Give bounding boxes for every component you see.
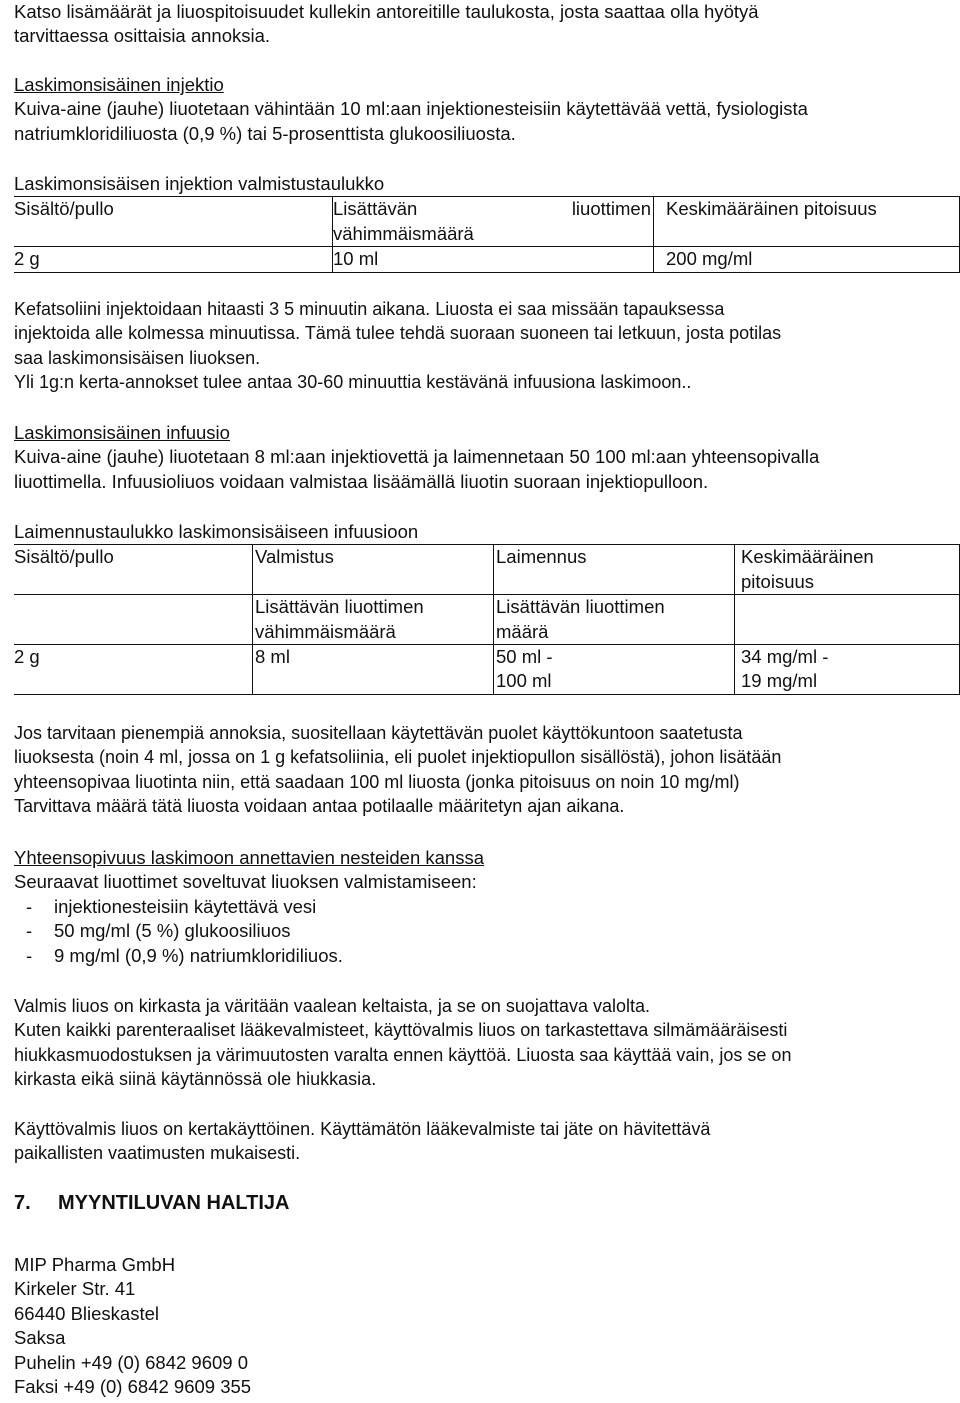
- appearance-paragraph: Valmis liuos on kirkasta ja väritään vaalean keltaista, ja se on suojattava valolta. Kuten kaikki parenteraaliset lääkevalmisteet, käyttövalmis liuos on tarkastettava silmämääräisesti hiukkasmuodostuksen ja värimuutosten varalta ennen käyttöä. Liuosta saa käyttää vain, jos se on kirkasta eikä siinä käytännössä ole hiukkasia.: [14, 996, 792, 1090]
- table-cell: 2 g: [14, 247, 333, 272]
- table-cell: 10 ml: [333, 247, 654, 272]
- section-heading: 7. MYYNTILUVAN HALTIJA: [14, 1192, 290, 1214]
- table-cell: 34 mg/ml - 19 mg/ml: [735, 645, 960, 695]
- disposal-paragraph: Käyttövalmis liuos on kertakäyttöinen. Käyttämätön lääkevalmiste tai jäte on hävitettävä paikallisten vaatimusten mukaisesti.: [14, 1119, 711, 1164]
- table-row: [14, 545, 960, 595]
- table-cell: Lisättävän liuottimen vähimmäismäärä: [253, 595, 494, 645]
- table-row: [14, 595, 960, 645]
- table-header-cell: Laimennus: [494, 545, 735, 595]
- table-row: [14, 645, 960, 695]
- infusion-section: Laskimonsisäinen infuusio Kuiva-aine (jauhe) liuotetaan 8 ml:aan injektiovettä ja laimennetaan 50 100 ml:aan yhteensopivalla liuottimella. Infuusioliuos voidaan valmistaa lisäämällä liuotin suoraan injektiopulloon.: [14, 421, 958, 494]
- compatibility-title: Yhteensopivuus laskimoon annettavien nesteiden kanssa: [14, 847, 485, 868]
- smaller-doses-paragraph: Jos tarvitaan pienempiä annoksia, suositellaan käytettävän puolet käyttökuntoon saatetusta liuoksesta (noin 4 ml, jossa on 1 g kefatsoliinia, eli puolet injektiopullon sisällöstä), johon lisätään yhteensopivaa liuotinta niin, että saadaan 100 ml liuosta (jonka pitoisuus on noin 10 mg/ml) Tarvittava määrä tätä liuosta voidaan antaa potilaalle määritetyn ajan aikana.: [14, 723, 782, 817]
- infusion-table-title: Laimennustaulukko laskimonsisäiseen infuusioon: [14, 521, 419, 542]
- table-cell: Lisättävän liuottimen määrä: [494, 595, 735, 645]
- table-cell: 8 ml: [253, 645, 494, 695]
- table-cell: 2 g: [14, 645, 253, 695]
- injection-table-title: Laskimonsisäisen injektion valmistustaulukko: [14, 173, 385, 194]
- infusion-dilution-table: [14, 544, 960, 694]
- table-header-cell: Keskimääräinen pitoisuus: [654, 197, 960, 247]
- infusion-title: Laskimonsisäinen infuusio: [14, 422, 230, 443]
- injection-table-section: [14, 172, 960, 273]
- table-header-cell: Keskimääräinen pitoisuus: [735, 545, 960, 595]
- injection-title: Laskimonsisäinen injektio: [14, 74, 224, 95]
- table-header-cell: Lisättävän liuottimen vähimmäismäärä: [333, 197, 654, 247]
- table-cell: 50 ml - 100 ml: [494, 645, 735, 695]
- list-item: - injektionesteisiin käytettävä vesi: [14, 895, 958, 919]
- infusion-table-section: [14, 520, 960, 695]
- table-header-cell: Sisältö/pullo: [14, 545, 253, 595]
- marketing-holder-address: MIP Pharma GmbH Kirkeler Str. 41 66440 Blieskastel Saksa Puhelin +49 (0) 6842 9609 0 Faksi +49 (0) 6842 9609 355: [14, 1254, 252, 1398]
- table-cell: [14, 595, 253, 645]
- injection-preparation-table: [14, 196, 960, 272]
- table-cell: 200 mg/ml: [654, 247, 960, 272]
- table-row: [14, 247, 960, 272]
- list-item: - 50 mg/ml (5 %) glukoosiliuos: [14, 919, 958, 943]
- table-row: [14, 197, 960, 247]
- injection-notes: Kefatsoliini injektoidaan hitaasti 3 5 minuutin aikana. Liuosta ei saa missään tapauksessa injektoida alle kolmessa minuutissa. Tämä tulee tehdä suoraan suoneen tai letkuun, josta potilas saa laskimonsisäisen liuoksen. Yli 1g:n kerta-annokset tulee antaa 30-60 minuuttia kestävänä infuusiona laskimoon..: [14, 299, 782, 393]
- intro-paragraph: Katso lisämäärät ja liuospitoisuudet kullekin antoreitille taulukosta, josta saattaa olla hyötyä tarvittaessa osittaisia annoksia.: [14, 1, 759, 47]
- table-header-cell: Valmistus: [253, 545, 494, 595]
- solvent-list: [14, 895, 958, 968]
- compatibility-section: Yhteensopivuus laskimoon annettavien nesteiden kanssa Seuraavat liuottimet soveltuvat liuoksen valmistamiseen: - injektionesteisiin käytettävä vesi - 50 mg/ml (5 %) glukoosiliuos - 9 mg/ml (0,9 %) natriumkloridiliuos.: [14, 846, 958, 968]
- table-cell: [735, 595, 960, 645]
- table-header-cell: Sisältö/pullo: [14, 197, 333, 247]
- injection-section: Laskimonsisäinen injektio Kuiva-aine (jauhe) liuotetaan vähintään 10 ml:aan injektionesteisiin käytettävää vettä, fysiologista natriumkloridiliuosta (0,9 %) tai 5-prosenttista glukoosiliuosta.: [14, 73, 958, 146]
- list-item: - 9 mg/ml (0,9 %) natriumkloridiliuos.: [14, 944, 958, 968]
